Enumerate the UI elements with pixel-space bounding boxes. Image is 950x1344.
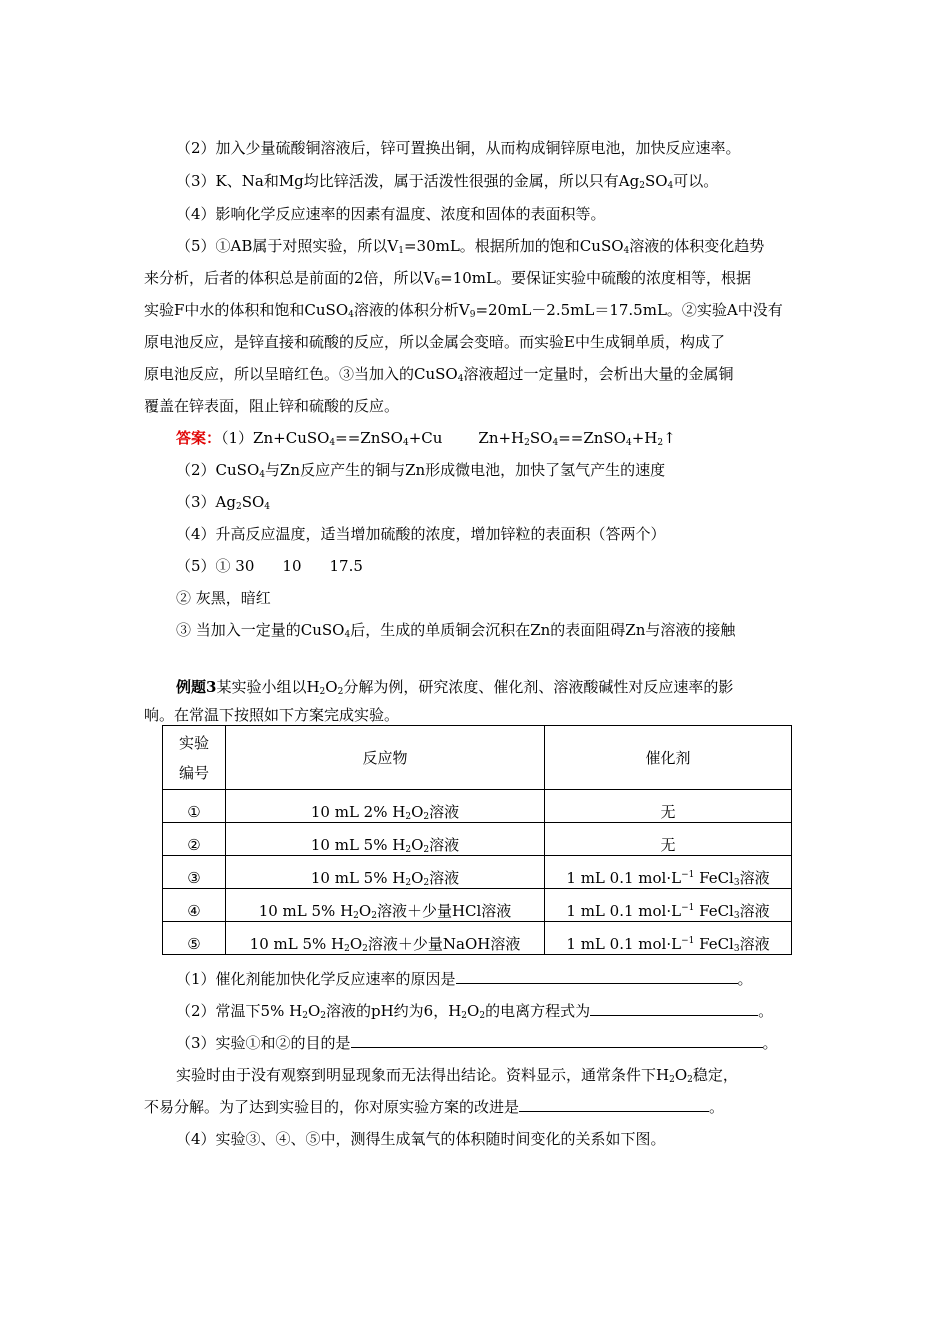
answer-line4: （4）升高反应温度，适当增加硫酸的浓度，增加锌粒的表面积（答两个） <box>176 525 666 543</box>
cell-number: ② <box>163 823 226 856</box>
table-row <box>163 856 792 889</box>
cell-reactant: 10 mL 5% $H_2O_2$溶液 <box>226 856 545 889</box>
answer-line6: ② 灰黑，暗红 <box>176 589 271 607</box>
cell-catalyst: 1 mL 0.1 $mol\cdot L^{-1}$ FeCl$_3$溶液 <box>545 856 792 889</box>
answer-line1: 答案：（1）Zn+CuSO$_4$==ZnSO$_4$+Cu $Zn+H_2SO_4==ZnSO_4+H_2↑$ <box>176 429 676 448</box>
answer-line3: $(3)Ag_2SO_4$ <box>176 493 271 512</box>
cell-number: ① <box>163 790 226 823</box>
question-3b-line1: 实验时由于没有观察到明显现象而无法得出结论。资料显示，通常条件下$H_2O_2$稳定， <box>176 1066 738 1085</box>
analysis-p5-line1: （5）①AB属于对照实验，所以$V_1=30mL$。根据所加的饱和CuSO$_4$溶液的体积变化趋势 <box>176 237 765 256</box>
analysis-p5-line6: 覆盖在锌表面，阻止锌和硫酸的反应。 <box>144 397 400 415</box>
analysis-p5-line3: 实验F中水的体积和饱和CuSO$_4$溶液的体积分析$V_9=20mL-2.5mL=17.5mL$。②实验A中没有 <box>144 301 783 320</box>
header-exp-number: 实验 编号 <box>163 726 226 790</box>
question-1: （1）催化剂能加快化学反应速率的原因是 。 <box>176 970 753 988</box>
analysis-p5-line2: 来分析，后者的体积总是前面的2倍，所以$V_6=10mL$。要保证实验中硫酸的浓度相等，根据 <box>144 269 751 288</box>
analysis-p3: （3）K、Na和Mg均比锌活泼，属于活泼性很强的金属，所以只有$Ag_2SO_4$可以。 <box>176 172 719 191</box>
example3-intro-line1: 例题3某实验小组以$H_2O_2$分解为例，研究浓度、催化剂、溶液酸碱性对反应速率的影 <box>176 678 734 697</box>
experiment-table <box>162 725 792 955</box>
example3-intro-line2: 响。在常温下按照如下方案完成实验。 <box>144 706 400 724</box>
table-row <box>163 889 792 922</box>
table-row <box>163 823 792 856</box>
example3-label: 例题3 <box>176 678 217 696</box>
cell-number: ④ <box>163 889 226 922</box>
analysis-p5-line5: 原电池反应，所以呈暗红色。③当加入的CuSO$_4$溶液超过一定量时，会析出大量的金属铜 <box>144 365 734 384</box>
cell-catalyst: 1 mL 0.1 $mol\cdot L^{-1}$ FeCl$_3$溶液 <box>545 922 792 955</box>
analysis-p5-line4: 原电池反应，是锌直接和硫酸的反应，所以金属会变暗。而实验E中生成铜单质，构成了 <box>144 333 725 351</box>
cell-catalyst: 无 <box>545 790 792 823</box>
analysis-p4: （4）影响化学反应速率的因素有温度、浓度和固体的表面积等。 <box>176 205 606 223</box>
analysis-p2: （2）加入少量硫酸铜溶液后，锌可置换出铜，从而构成铜锌原电池，加快反应速率。 <box>176 139 741 157</box>
question-4: （4）实验③、④、⑤中，测得生成氧气的体积随时间变化的关系如下图。 <box>176 1130 666 1148</box>
answer-blank <box>519 1097 709 1112</box>
question-2: （2）常温下5% $H_2O_2$溶液的pH约为6，$H_2O_2$的电离方程式为 。 <box>176 1002 774 1021</box>
cell-number: ③ <box>163 856 226 889</box>
table-row <box>163 790 792 823</box>
header-catalyst: 催化剂 <box>545 726 792 790</box>
cell-reactant: 10 mL 5% $H_2O_2$溶液＋少量HCl溶液 <box>226 889 545 922</box>
cell-reactant: 10 mL 5% $H_2O_2$溶液＋少量NaOH溶液 <box>226 922 545 955</box>
answer-blank <box>456 969 738 984</box>
answer-line5: （5）① 30 10 17.5 <box>176 557 363 575</box>
answer-line7: ③ 当加入一定量的CuSO$_4$后，生成的单质铜会沉积在Zn的表面阻碍Zn与溶液的接触 <box>176 621 736 640</box>
cell-catalyst: 无 <box>545 823 792 856</box>
question-3: （3）实验①和②的目的是 。 <box>176 1034 778 1052</box>
table-header-row <box>163 726 792 790</box>
cell-reactant: 10 mL 2% $H_2O_2$溶液 <box>226 790 545 823</box>
up-arrow-icon: ↑ <box>663 429 676 447</box>
cell-reactant: 10 mL 5% $H_2O_2$溶液 <box>226 823 545 856</box>
answer-label: 答案： <box>176 429 222 447</box>
answer-blank <box>590 1001 758 1016</box>
cell-number: ⑤ <box>163 922 226 955</box>
table-row <box>163 922 792 955</box>
answer-line2: （2）CuSO$_4$与Zn反应产生的铜与Zn形成微电池，加快了氢气产生的速度 <box>176 461 666 480</box>
header-reactant: 反应物 <box>226 726 545 790</box>
cell-catalyst: 1 mL 0.1 $mol\cdot L^{-1}$ FeCl$_3$溶液 <box>545 889 792 922</box>
question-3b-line2: 不易分解。为了达到实验目的，你对原实验方案的改进是 。 <box>144 1098 725 1116</box>
answer-blank <box>351 1033 763 1048</box>
